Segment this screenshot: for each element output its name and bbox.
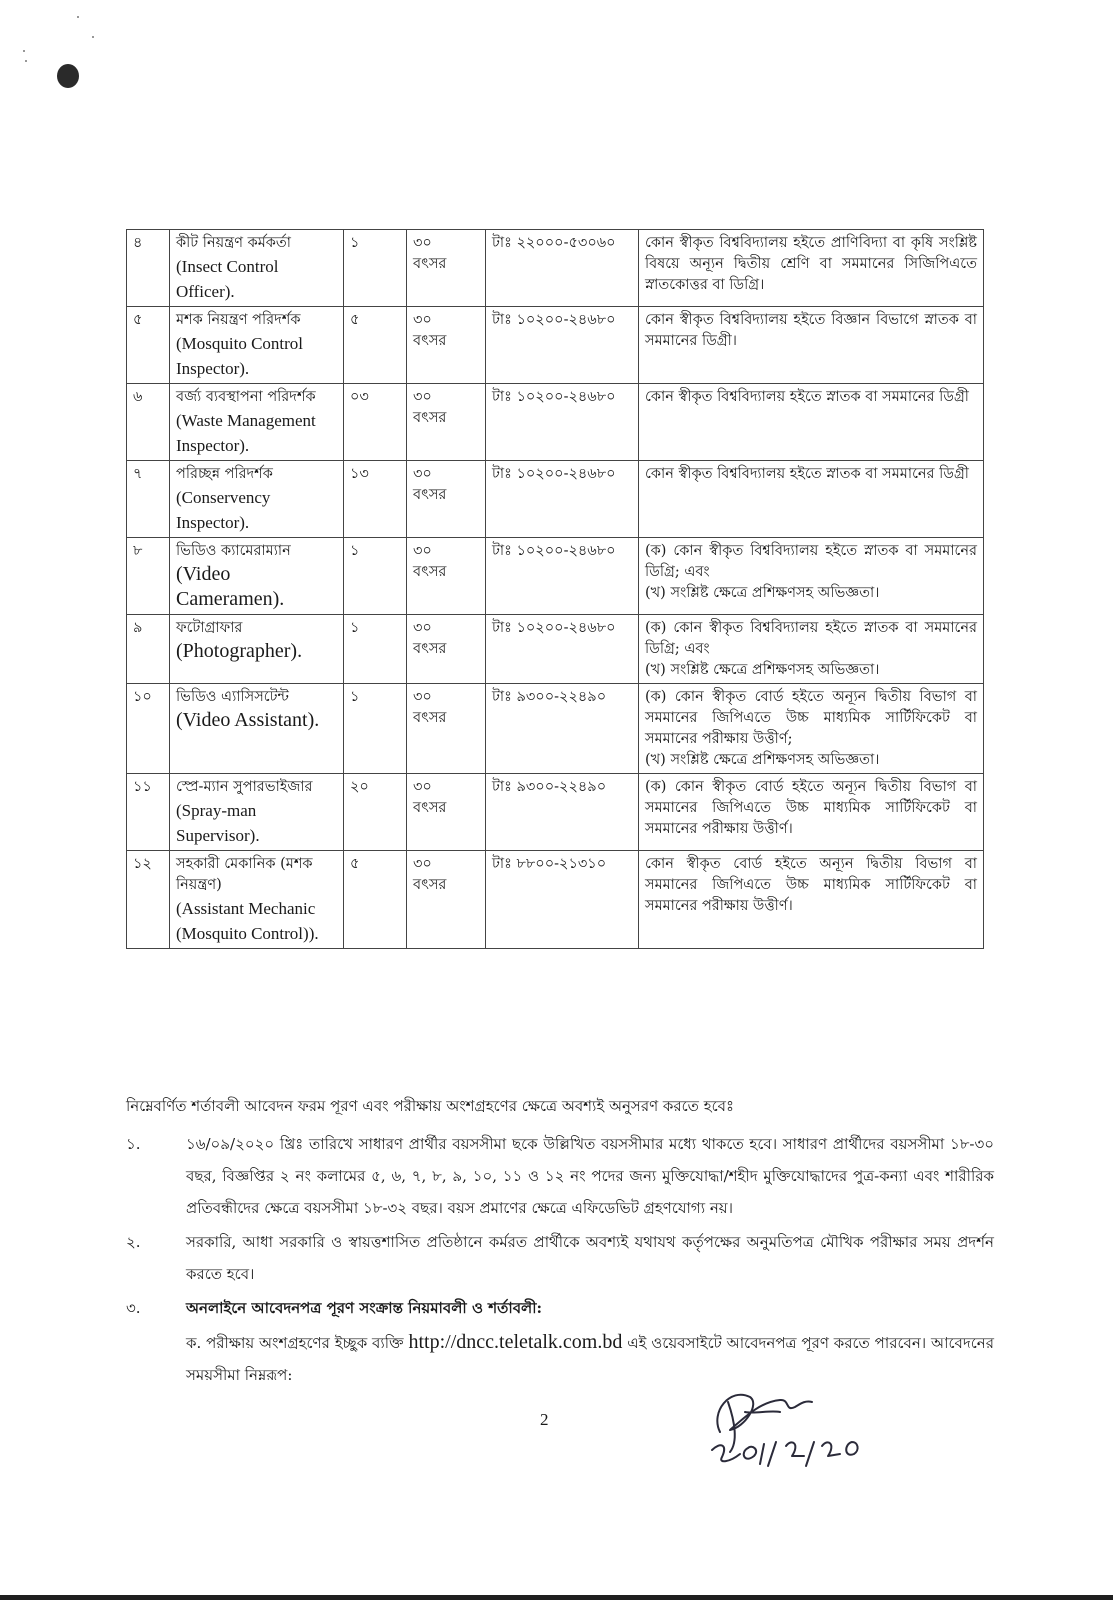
qualification-text: (খ) সংশ্লিষ্ট ক্ষেত্রে প্রশিক্ষণসহ অভিজ্ঞতা।: [645, 662, 880, 678]
age-limit-cell: [407, 684, 486, 774]
age-limit-text: বৎসর: [413, 487, 447, 503]
post-name-bangla: ফটোগ্রাফার: [176, 620, 243, 636]
posts-table: [126, 229, 984, 949]
qualification-cell: [639, 615, 984, 684]
age-limit-text: ৩০: [413, 389, 432, 405]
condition-text: ১৬/০৯/২০২০ খ্রিঃ তারিখে সাধারণ প্রার্থীর বয়সসীমা ছকে উল্লিখিত বয়সসীমার মধ্যে থাকতে হবে। সাধারণ প্রার্থীদের বয়সসীমা ১৮-৩০ বছর, বিজ্ঞপ্তির ২ নং কলামের ৫, ৬, ৭, ৮, ৯, ১০, ১১ ও ১২ নং পদের জন্য মুক্তিযোদ্ধা/শহীদ মুক্তিযোদ্ধাদের পুত্র-কন্যা এবং শারীরিক প্রতিবন্ধীদের ক্ষেত্রে বয়সসীমা ১৮-৩২ বছর। বয়স প্রমাণের ক্ষেত্রে এফিডেভিট গ্রহণযোগ্য নয়।: [186, 1135, 994, 1217]
qualification-cell: [639, 774, 984, 851]
pay-scale-cell: টাঃ ১০২০০-২৪৬৮০: [486, 538, 639, 615]
post-name-english: (Assistant Mechanic (Mosquito Control)).: [176, 899, 319, 943]
qualification-cell: [639, 461, 984, 538]
age-limit-text: বৎসর: [413, 256, 447, 272]
qualification-text: (খ) সংশ্লিষ্ট ক্ষেত্রে প্রশিক্ষণসহ অভিজ্ঞতা।: [645, 752, 880, 768]
pay-scale-cell: টাঃ ১০২০০-২৪৬৮০: [486, 461, 639, 538]
qualification-text: কোন স্বীকৃত বোর্ড হইতে অন্যূন দ্বিতীয় বিভাগ বা সমমানের জিপিএতে উচ্চ মাধ্যমিক সার্টিফিকেট বা সমমানের পরীক্ষায় উত্তীর্ণ।: [645, 856, 977, 914]
age-limit-text: বৎসর: [413, 333, 447, 349]
scan-speck: [92, 36, 94, 38]
pay-scale-cell: টাঃ ২২০০০-৫৩০৬০: [486, 230, 639, 307]
condition-item: [126, 1292, 994, 1324]
pay-scale-cell: টাঃ ১০২০০-২৪৬৮০: [486, 384, 639, 461]
age-limit-text: বৎসর: [413, 564, 447, 580]
handwritten-signature: [700, 1372, 900, 1482]
post-name-english: (Mosquito Control Inspector).: [176, 334, 304, 378]
condition-text: সরকারি, আধা সরকারি ও স্বায়ত্তশাসিত প্রতিষ্ঠানে কর্মরত প্রার্থীকে অবশ্যই যথাযথ কর্তৃপক্ষের অনুমতিপত্র মৌখিক পরীক্ষার সময় প্রদর্শন করতে হবে।: [186, 1233, 994, 1283]
condition-heading: অনলাইনে আবেদনপত্র পূরণ সংক্রান্ত নিয়মাবলী ও শর্তাবলী:: [186, 1299, 543, 1317]
table-row: [127, 774, 984, 851]
post-name-english: (Photographer).: [176, 640, 303, 662]
table-row: [127, 615, 984, 684]
qualification-cell: [639, 230, 984, 307]
table-row: [127, 307, 984, 384]
age-limit-cell: [407, 774, 486, 851]
age-limit-text: ৩০: [413, 235, 432, 251]
serial-cell: ১২: [127, 851, 170, 949]
age-limit-text: বৎসর: [413, 710, 447, 726]
post-count-cell: ৫: [344, 851, 407, 949]
post-name-cell: [170, 615, 344, 684]
qualification-text: (ক) কোন স্বীকৃত বোর্ড হইতে অন্যূন দ্বিতীয় বিভাগ বা সমমানের জিপিএতে উচ্চ মাধ্যমিক সার্টিফিকেট বা সমমানের পরীক্ষায় উত্তীর্ণ;: [645, 689, 977, 747]
subitem-text-after: এই ওয়েবসাইটে আবেদনপত্র পূরণ করতে পারবেন। আবেদনের সময়সীমা নিম্নরূপ:: [186, 1334, 994, 1384]
post-name-cell: [170, 307, 344, 384]
post-name-cell: [170, 851, 344, 949]
age-limit-cell: [407, 538, 486, 615]
qualification-cell: [639, 538, 984, 615]
post-name-english: (Insect Control Officer).: [176, 257, 279, 301]
post-count-cell: ১: [344, 684, 407, 774]
age-limit-text: বৎসর: [413, 641, 447, 657]
serial-cell: ৭: [127, 461, 170, 538]
pay-scale-cell: টাঃ ১০২০০-২৪৬৮০: [486, 307, 639, 384]
age-limit-cell: [407, 615, 486, 684]
post-name-bangla: মশক নিয়ন্ত্রণ পরিদর্শক: [176, 312, 301, 328]
post-name-bangla: স্প্রে-ম্যান সুপারভাইজার: [176, 779, 313, 795]
post-count-cell: ১৩: [344, 461, 407, 538]
post-name-bangla: বর্জ্য ব্যবস্থাপনা পরিদর্শক: [176, 389, 316, 405]
age-limit-text: ৩০: [413, 779, 432, 795]
post-count-cell: ৫: [344, 307, 407, 384]
post-name-english: (Waste Management Inspector).: [176, 411, 316, 455]
age-limit-text: ৩০: [413, 856, 432, 872]
serial-cell: ৯: [127, 615, 170, 684]
qualification-cell: [639, 307, 984, 384]
post-name-cell: [170, 774, 344, 851]
application-url[interactable]: http://dncc.teletalk.com.bd: [408, 1331, 623, 1353]
age-limit-text: ৩০: [413, 466, 432, 482]
post-name-bangla: পরিচ্ছন্ন পরিদর্শক: [176, 466, 273, 482]
pay-scale-cell: টাঃ ৯৩০০-২২৪৯০: [486, 774, 639, 851]
age-limit-text: বৎসর: [413, 410, 447, 426]
age-limit-text: ৩০: [413, 543, 432, 559]
age-limit-cell: [407, 851, 486, 949]
scan-speck: [23, 50, 25, 52]
table-row: [127, 461, 984, 538]
qualification-text: (ক) কোন স্বীকৃত বোর্ড হইতে অন্যূন দ্বিতীয় বিভাগ বা সমমানের জিপিএতে উচ্চ মাধ্যমিক সার্টিফিকেট বা সমমানের পরীক্ষায় উত্তীর্ণ।: [645, 779, 977, 837]
post-name-english: (Video Assistant).: [176, 709, 320, 731]
table-row: [127, 684, 984, 774]
serial-cell: ৬: [127, 384, 170, 461]
post-name-bangla: ভিডিও এ্যাসিসটেন্ট: [176, 689, 289, 705]
qualification-cell: [639, 851, 984, 949]
post-name-bangla: ভিডিও ক্যামেরাম্যান: [176, 543, 291, 559]
qualification-cell: [639, 384, 984, 461]
condition-number: ৩.: [126, 1299, 141, 1317]
table-row: [127, 538, 984, 615]
post-name-bangla: কীট নিয়ন্ত্রণ কর্মকর্তা: [176, 235, 292, 251]
scan-bottom-edge: [0, 1595, 1113, 1600]
post-name-cell: [170, 538, 344, 615]
scan-speck: [25, 60, 27, 62]
pay-scale-cell: টাঃ ৮৮০০-২১৩১০: [486, 851, 639, 949]
post-count-cell: ০৩: [344, 384, 407, 461]
post-name-bangla: সহকারী মেকানিক (মশক নিয়ন্ত্রণ): [176, 856, 313, 893]
qualification-text: (ক) কোন স্বীকৃত বিশ্ববিদ্যালয় হইতে স্নাতক বা সমমানের ডিগ্রি; এবং: [645, 620, 977, 657]
age-limit-cell: [407, 384, 486, 461]
age-limit-text: ৩০: [413, 689, 432, 705]
post-count-cell: ১: [344, 615, 407, 684]
post-name-english: (Video Cameramen).: [176, 563, 285, 610]
qualification-cell: [639, 684, 984, 774]
pay-scale-cell: টাঃ ৯৩০০-২২৪৯০: [486, 684, 639, 774]
page-number: 2: [540, 1410, 549, 1429]
post-name-cell: [170, 384, 344, 461]
table-row: [127, 384, 984, 461]
serial-cell: ১০: [127, 684, 170, 774]
condition-number: ১.: [126, 1135, 141, 1153]
post-name-english: (Spray-man Supervisor).: [176, 801, 260, 845]
table-row: [127, 851, 984, 949]
post-name-cell: [170, 230, 344, 307]
age-limit-text: ৩০: [413, 620, 432, 636]
post-name-cell: [170, 461, 344, 538]
condition-item: [126, 1226, 994, 1290]
age-limit-text: ৩০: [413, 312, 432, 328]
qualification-text: কোন স্বীকৃত বিশ্ববিদ্যালয় হইতে স্নাতক বা সমমানের ডিগ্রী: [645, 389, 969, 405]
table-row: [127, 230, 984, 307]
qualification-text: কোন স্বীকৃত বিশ্ববিদ্যালয় হইতে বিজ্ঞান বিভাগে স্নাতক বা সমমানের ডিগ্রী।: [645, 312, 977, 349]
punch-hole: [57, 64, 79, 88]
qualification-text: কোন স্বীকৃত বিশ্ববিদ্যালয় হইতে স্নাতক বা সমমানের ডিগ্রী: [645, 466, 969, 482]
scan-speck: [77, 16, 79, 18]
serial-cell: ১১: [127, 774, 170, 851]
post-count-cell: ২০: [344, 774, 407, 851]
serial-cell: ৫: [127, 307, 170, 384]
serial-cell: ৪: [127, 230, 170, 307]
age-limit-text: বৎসর: [413, 800, 447, 816]
post-count-cell: ১: [344, 538, 407, 615]
age-limit-text: বৎসর: [413, 877, 447, 893]
age-limit-cell: [407, 307, 486, 384]
serial-cell: ৮: [127, 538, 170, 615]
condition-number: ২.: [126, 1233, 141, 1251]
qualification-text: (খ) সংশ্লিষ্ট ক্ষেত্রে প্রশিক্ষণসহ অভিজ্ঞতা।: [645, 585, 880, 601]
age-limit-cell: [407, 461, 486, 538]
post-count-cell: ১: [344, 230, 407, 307]
post-name-english: (Conservency Inspector).: [176, 488, 271, 532]
conditions-intro: নিম্নেবর্ণিত শর্তাবলী আবেদন ফরম পূরণ এবং পরীক্ষায় অংশগ্রহণের ক্ষেত্রে অবশ্যই অনুসরণ করতে হবেঃ: [126, 1097, 734, 1115]
qualification-text: কোন স্বীকৃত বিশ্ববিদ্যালয় হইতে প্রাণিবিদ্যা বা কৃষি সংশ্লিষ্ট বিষয়ে অন্যূন দ্বিতীয় শ্রেণি বা সমমানের সিজিপিএতে স্নাতকোত্তর বা ডিগ্রি।: [645, 235, 977, 293]
condition-item: [126, 1128, 994, 1224]
post-name-cell: [170, 684, 344, 774]
subitem-text-before: ক. পরীক্ষায় অংশগ্রহণের ইচ্ছুক ব্যক্তি: [186, 1334, 404, 1352]
age-limit-cell: [407, 230, 486, 307]
qualification-text: (ক) কোন স্বীকৃত বিশ্ববিদ্যালয় হইতে স্নাতক বা সমমানের ডিগ্রি; এবং: [645, 543, 977, 580]
conditions-section: [126, 1090, 994, 1391]
pay-scale-cell: টাঃ ১০২০০-২৪৬৮০: [486, 615, 639, 684]
